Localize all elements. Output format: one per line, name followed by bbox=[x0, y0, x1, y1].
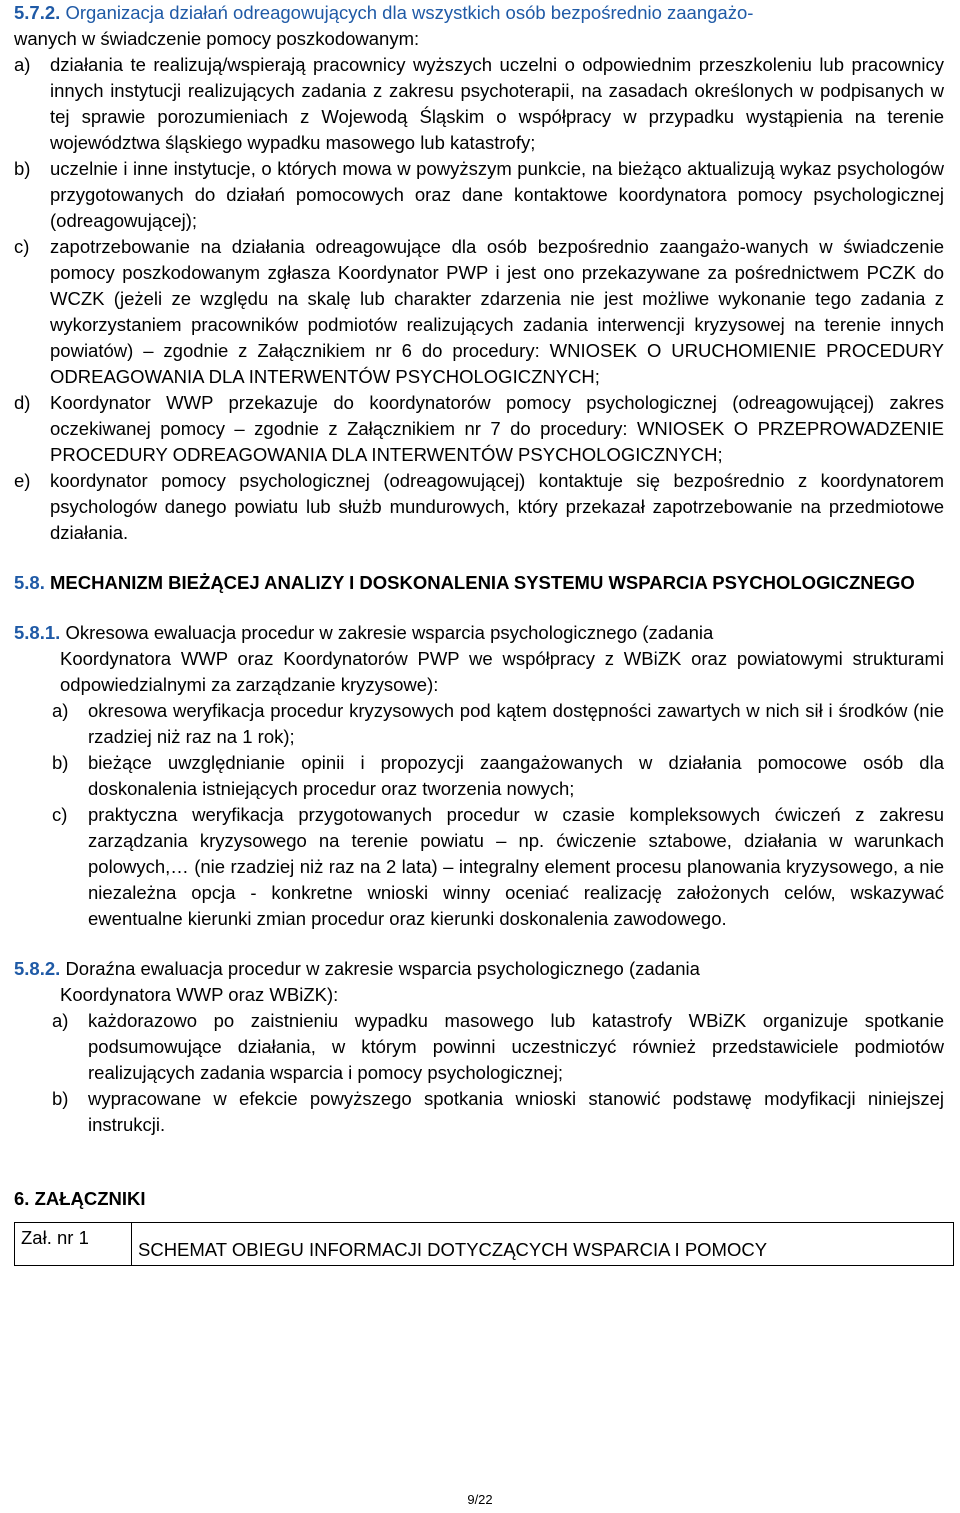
list-item bbox=[52, 698, 944, 750]
list-item bbox=[14, 234, 944, 390]
section-5-8-1-intro bbox=[14, 620, 944, 646]
section-5-7-2-intro bbox=[14, 0, 944, 26]
list-item-text: każdorazowo po zaistnieniu wypadku masowego lub katastrofy WBiZK organizuje spotkanie podsumowujące działania, w którym powinni uczestniczyć również przedstawiciele podmiotów realizujących zadania wsparcia i pomocy psychologicznej; bbox=[88, 1010, 944, 1083]
section-5-7-2-list bbox=[14, 52, 944, 546]
annex-table bbox=[14, 1222, 954, 1266]
section-5-7-2 bbox=[14, 0, 944, 546]
list-item-text: praktyczna weryfikacja przygotowanych procedur w czasie kompleksowych ćwiczeń z zakresu zarządzania kryzysowego na terenie powiatu – np. ćwiczenie sztabowe, działania w warunkach polowych,… (nie rzadziej niż raz na 2 lata) – integralny element procesu planowania kryzysowego, a nie niezależna opcja - konkretne wnioski winny oceniać realizację założonych celów, wskazywać ewentualne kierunki zmian procedur oraz kierunki doskonalenia zawodowego. bbox=[88, 804, 944, 929]
list-item-text: wypracowane w efekcie powyższego spotkania wnioski stanowić podstawę modyfikacji niniejszej instrukcji. bbox=[88, 1088, 944, 1135]
list-item bbox=[14, 390, 944, 468]
list-item bbox=[14, 468, 944, 546]
section-5-8-2-list bbox=[14, 1008, 944, 1138]
list-item-letter: c) bbox=[52, 804, 68, 825]
annex-label: Zał. nr 1 bbox=[15, 1223, 132, 1266]
section-5-8-2 bbox=[14, 956, 944, 1138]
section-5-8-2-intro-rest: Koordynatora WWP oraz WBiZK): bbox=[60, 984, 339, 1005]
annex-title bbox=[132, 1223, 954, 1266]
list-item-text: Koordynator WWP przekazuje do koordynatorów pomocy psychologicznej (odreagowującej) zakres oczekiwanej pomocy – zgodnie z Załącznikiem nr 7 do procedury: WNIOSEK O PRZEPROWADZENIE PROCEDURY ODREAGOWANIA DLA INTERWENTÓW PSYCHOLOGICZNYCH; bbox=[50, 392, 944, 465]
list-item-letter: a) bbox=[52, 700, 69, 721]
list-item-text: zapotrzebowanie na działania odreagowujące dla osób bezpośrednio zaangażo-wanych w świadczenie pomocy poszkodowanym zgłasza Koordynator PWP i jest ono przekazywane za pośrednictwem PCZK do WCZK (jeżeli ze względu na skalę lub charakter zdarzenia nie jest możliwe wykonanie tego zadania z wykorzystaniem pracowników podmiotów realizujących zadania interwencji kryzysowej na terenie innych powiatów) – zgodnie z Załącznikiem nr 6 do procedury: WNIOSEK O URUCHOMIENIE PROCEDURY ODREAGOWANIA DLA INTERWENTÓW PSYCHOLOGICZNYCH; bbox=[50, 236, 944, 387]
annex-title-text: SCHEMAT OBIEGU INFORMACJI DOTYCZĄCYCH WSPARCIA I POMOCY bbox=[138, 1239, 768, 1260]
list-item-text: bieżące uwzględnianie opinii i propozycji zaangażowanych w działania pomocowe osób dla doskonalenia istniejących procedur oraz tworzenia nowych; bbox=[88, 752, 944, 799]
list-item bbox=[14, 52, 944, 156]
list-item-letter: c) bbox=[14, 236, 30, 257]
list-item-letter: b) bbox=[52, 1088, 69, 1109]
list-item bbox=[14, 156, 944, 234]
section-5-8-1-list bbox=[14, 698, 944, 932]
section-5-8-title: MECHANIZM BIEŻĄCEJ ANALIZY I DOSKONALENIA SYSTEMU WSPARCIA PSYCHOLOGICZNEGO bbox=[50, 572, 915, 593]
section-6-heading: 6. ZAŁĄCZNIKI bbox=[14, 1188, 146, 1209]
list-item bbox=[52, 750, 944, 802]
section-5-7-2-intro-first: Organizacja działań odreagowujących dla wszystkich osób bezpośrednio zaangażo- bbox=[65, 2, 754, 23]
section-5-8-1-number: 5.8.1. bbox=[14, 622, 61, 643]
section-5-8-2-intro bbox=[14, 956, 944, 982]
list-item-letter: a) bbox=[14, 54, 31, 75]
section-5-8-2-intro-first: Doraźna ewaluacja procedur w zakresie wsparcia psychologicznego (zadania bbox=[65, 958, 700, 979]
section-5-8-1-intro-rest: Koordynatora WWP oraz Koordynatorów PWP we współpracy z WBiZK oraz powiatowymi strukturami odpowiedzialnymi za zarządzanie kryzysowe): bbox=[60, 648, 944, 695]
table-row bbox=[15, 1223, 954, 1266]
section-5-8-1 bbox=[14, 620, 944, 932]
list-item bbox=[52, 1008, 944, 1086]
section-5-8-heading bbox=[14, 570, 944, 596]
section-5-8-number: 5.8. bbox=[14, 572, 45, 593]
page-number: 9/22 bbox=[467, 1492, 493, 1507]
list-item-text: działania te realizują/wspierają pracownicy wyższych uczelni o odpowiednim przeszkoleniu lub pracownicy innych instytucji realizujących zadania z zakresu psychoterapii, na zasadach określonych w podpisanych w tej sprawie porozumieniach z Wojewodą Śląskim o współpracy w przypadku wystąpienia na terenie województwa śląskiego wypadku masowego lub katastrofy; bbox=[50, 54, 944, 153]
section-5-7-2-number: 5.7.2. bbox=[14, 2, 61, 23]
list-item-text: uczelnie i inne instytucje, o których mowa w powyższym punkcie, na bieżąco aktualizują wykaz psychologów przygotowanych do działań pomocowych oraz dane kontaktowe koordynatora pomocy psychologicznej (odreagowującej); bbox=[50, 158, 944, 231]
list-item bbox=[52, 1086, 944, 1138]
section-5-7-2-intro-rest: wanych w świadczenie pomocy poszkodowanym: bbox=[14, 28, 420, 49]
list-item bbox=[52, 802, 944, 932]
list-item-letter: b) bbox=[14, 158, 31, 179]
section-5-8-2-number: 5.8.2. bbox=[14, 958, 61, 979]
list-item-letter: e) bbox=[14, 470, 31, 491]
list-item-text: koordynator pomocy psychologicznej (odreagowującej) kontaktuje się bezpośrednio z koordynatorem psychologów danego powiatu lub służb mundurowych, który przekazał zapotrzebowanie na przedmiotowe działania. bbox=[50, 470, 944, 543]
list-item-letter: a) bbox=[52, 1010, 69, 1031]
list-item-letter: b) bbox=[52, 752, 69, 773]
list-item-text: okresowa weryfikacja procedur kryzysowych pod kątem dostępności zawartych w nich sił i środków (nie rzadziej niż raz na 1 rok); bbox=[88, 700, 944, 747]
list-item-letter: d) bbox=[14, 392, 31, 413]
section-5-8-1-intro-first: Okresowa ewaluacja procedur w zakresie wsparcia psychologicznego (zadania bbox=[65, 622, 714, 643]
